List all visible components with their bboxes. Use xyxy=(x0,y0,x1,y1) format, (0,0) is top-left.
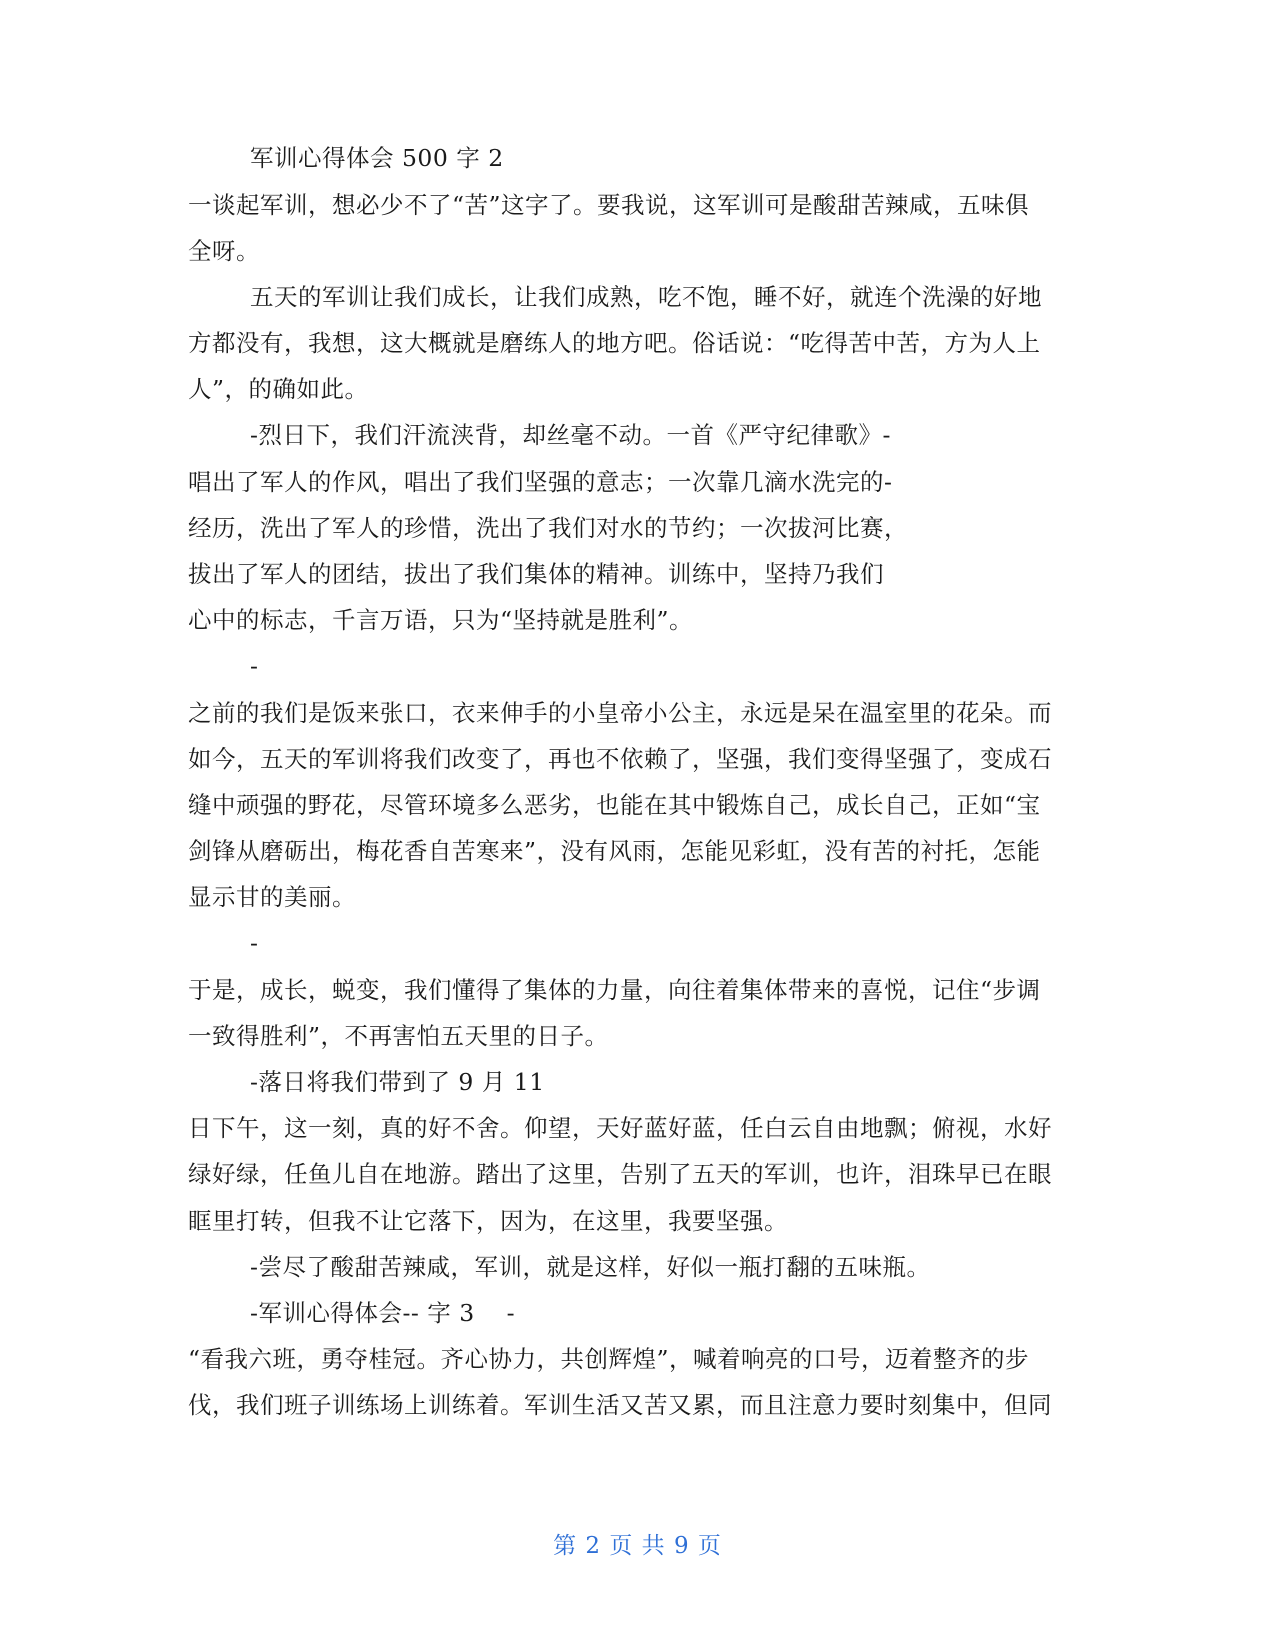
paragraph-line: -尝尽了酸甜苦辣咸，军训，就是这样，好似一瓶打翻的五味瓶。 xyxy=(250,1253,931,1281)
paragraph-line: 显示甘的美丽。 xyxy=(188,883,356,911)
paragraph-line: 全呀。 xyxy=(188,237,260,265)
section-heading: 军训心得体会 500 字 2 xyxy=(250,144,504,172)
paragraph-line: 绿好绿，任鱼儿自在地游。踏出了这里，告别了五天的军训，也许，泪珠早已在眼 xyxy=(188,1160,1052,1188)
paragraph-line: 经历，洗出了军人的珍惜，洗出了我们对水的节约；一次拔河比赛， xyxy=(188,514,908,542)
paragraph-line: “看我六班，勇夺桂冠。齐心协力，共创辉煌”，喊着响亮的口号，迈着整齐的步 xyxy=(188,1345,1030,1373)
paragraph-line: 于是，成长，蜕变，我们懂得了集体的力量，向往着集体带来的喜悦，记住“步调 xyxy=(188,976,1041,1004)
paragraph-line: 剑锋从磨砺出，梅花香自苦寒来”，没有风雨，怎能见彩虹，没有苦的衬托，怎能 xyxy=(188,837,1041,865)
paragraph-line: 心中的标志，千言万语，只为“坚持就是胜利”。 xyxy=(188,606,694,634)
paragraph-line: 方都没有，我想，这大概就是磨练人的地方吧。俗话说：“吃得苦中苦，方为人上 xyxy=(188,329,1041,357)
paragraph-line: 眶里打转，但我不让它落下，因为，在这里，我要坚强。 xyxy=(188,1207,788,1235)
section-heading: -军训心得体会-- 字 3 - xyxy=(250,1299,516,1327)
paragraph-line: 唱出了军人的作风，唱出了我们坚强的意志；一次靠几滴水洗完的- xyxy=(188,468,893,496)
separator-dash: - xyxy=(250,652,259,680)
paragraph-line: 五天的军训让我们成长，让我们成熟，吃不饱，睡不好，就连个洗澡的好地 xyxy=(250,283,1042,311)
paragraph-line: -落日将我们带到了 9 月 11 xyxy=(250,1068,545,1096)
separator-dash: - xyxy=(250,929,259,957)
paragraph-line: 人”，的确如此。 xyxy=(188,375,369,403)
paragraph-line: 一谈起军训，想必少不了“苦”这字了。要我说，这军训可是酸甜苦辣咸，五味俱 xyxy=(188,191,1030,219)
paragraph-line: 缝中顽强的野花，尽管环境多么恶劣，也能在其中锻炼自己，成长自己，正如“宝 xyxy=(188,791,1041,819)
page-number-footer: 第 2 页 共 9 页 xyxy=(553,1533,722,1559)
paragraph-line: 之前的我们是饭来张口，衣来伸手的小皇帝小公主，永远是呆在温室里的花朵。而 xyxy=(188,699,1052,727)
paragraph-line: 拔出了军人的团结，拔出了我们集体的精神。训练中，坚持乃我们 xyxy=(188,560,884,588)
paragraph-line: -烈日下，我们汗流浃背，却丝毫不动。一首《严守纪律歌》- xyxy=(250,421,891,449)
paragraph-line: 伐，我们班子训练场上训练着。军训生活又苦又累，而且注意力要时刻集中，但同 xyxy=(188,1391,1052,1419)
paragraph-line: 一致得胜利”，不再害怕五天里的日子。 xyxy=(188,1022,609,1050)
paragraph-line: 如今，五天的军训将我们改变了，再也不依赖了，坚强，我们变得坚强了，变成石 xyxy=(188,745,1052,773)
paragraph-line: 日下午，这一刻，真的好不舍。仰望，天好蓝好蓝，任白云自由地飘；俯视，水好 xyxy=(188,1114,1052,1142)
